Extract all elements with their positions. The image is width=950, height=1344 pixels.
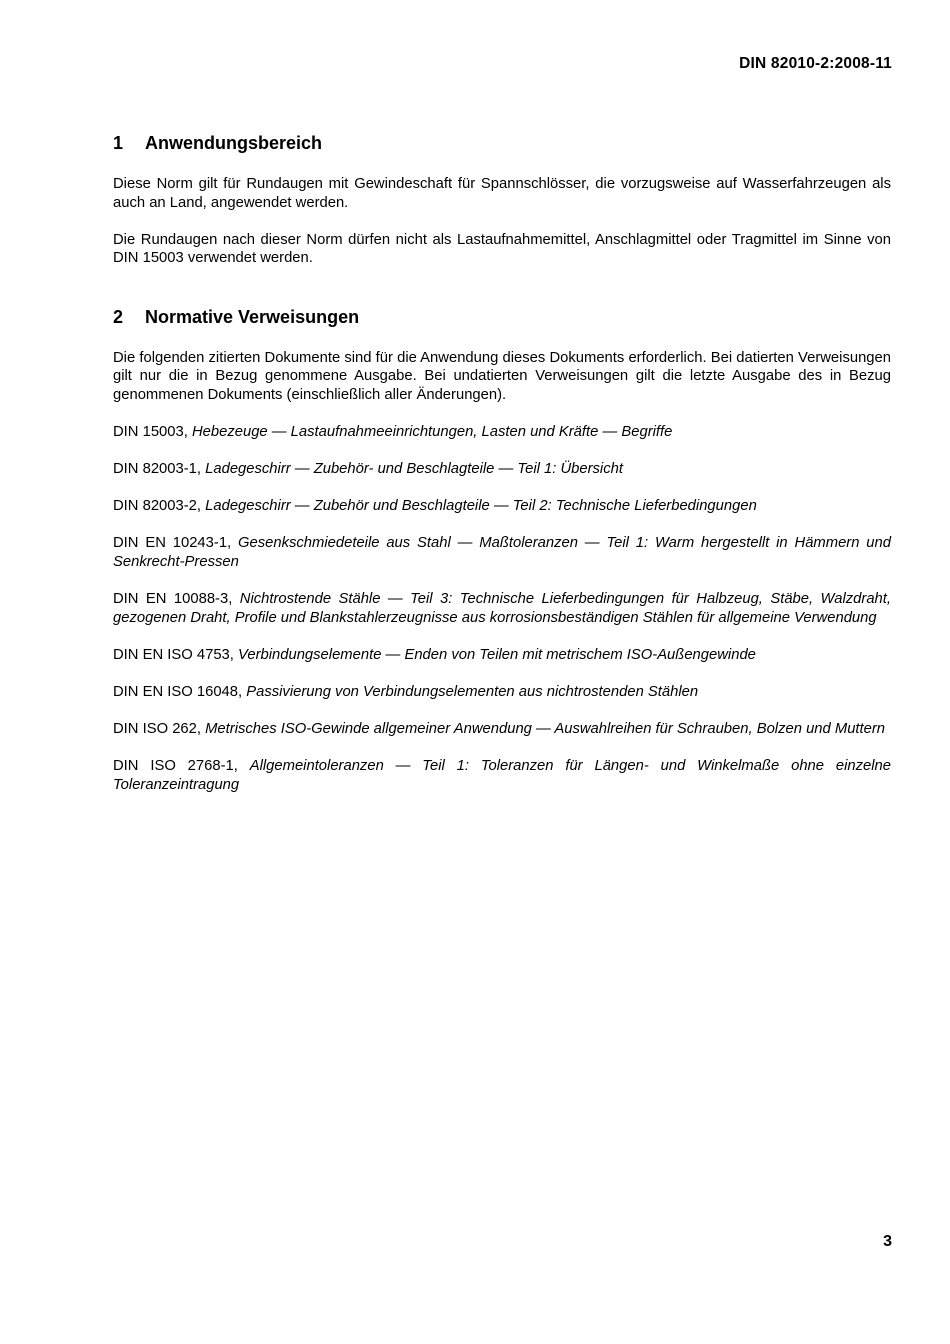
reference-title: Nichtrostende Stähle — Teil 3: Technische Lieferbedingungen für Halbzeug, Stäbe, Walzdraht, gezogenen Draht, Profile und Blankstahlerzeugnisse aus korrosionsbeständigen Stählen für allgemeine Verwendung: [113, 591, 892, 626]
reference-code: DIN EN 10243-1,: [113, 535, 239, 552]
reference-item: [113, 590, 891, 627]
scope-paragraph: Diese Norm gilt für Rundaugen mit Gewindeschaft für Spannschlösser, die vorzugsweise auf Wasserfahrzeugen als auch an Land, angewendet werden.: [113, 176, 891, 211]
section-heading-normative-references: [113, 305, 891, 329]
reference-code: DIN ISO 2768-1,: [113, 758, 250, 775]
reference-item: [113, 646, 891, 665]
section-heading-scope: [113, 131, 891, 155]
section-number: 2: [113, 306, 124, 327]
section-title: Anwendungsbereich: [145, 133, 323, 153]
reference-title: Ladegeschirr — Zubehör- und Beschlagteile — Teil 1: Übersicht: [205, 461, 623, 478]
section-title: Normative Verweisungen: [145, 306, 360, 327]
reference-item: [113, 720, 891, 739]
reference-code: DIN EN 10088-3,: [113, 591, 240, 608]
reference-code: DIN 82003-2,: [113, 498, 206, 515]
reference-title: Gesenkschmiedeteile aus Stahl — Maßtoleranzen — Teil 1: Warm hergestellt in Hämmern und Senkrecht-Pressen: [113, 535, 891, 571]
reference-item: [113, 423, 891, 442]
reference-code: DIN EN ISO 4753,: [113, 646, 239, 663]
reference-title: Ladegeschirr — Zubehör und Beschlagteile — Teil 2: Technische Lieferbedingungen: [205, 498, 757, 515]
document-id: DIN 82010-2:2008-11: [739, 55, 892, 72]
reference-title: Metrisches ISO-Gewinde allgemeiner Anwendung — Auswahlreihen für Schrauben, Bolzen und Muttern: [205, 721, 886, 737]
section-number: 1: [113, 133, 124, 153]
reference-title: Verbindungselemente — Enden von Teilen mit metrischem ISO-Außengewinde: [238, 646, 756, 663]
reference-item: [113, 757, 891, 794]
reference-code: DIN 15003,: [113, 424, 192, 441]
reference-title: Passivierung von Verbindungselementen aus nichtrostenden Stählen: [246, 683, 699, 700]
page-content: [113, 131, 891, 813]
reference-item: [113, 497, 891, 516]
reference-title: Hebezeuge — Lastaufnahmeeinrichtungen, Lasten und Kräfte — Begriffe: [191, 424, 673, 441]
reference-item: [113, 683, 891, 702]
references-intro: Die folgenden zitierten Dokumente sind für die Anwendung dieses Dokuments erforderlich. Bei datierten Verweisungen gilt nur die in Bezug genommene Ausgabe. Bei undatierten Verweisungen gilt die letzte Ausgabe des in Bezug genommenen Dokuments (einschließlich aller Änderungen).: [113, 349, 891, 404]
reference-code: DIN ISO 262,: [113, 721, 206, 737]
reference-title: Allgemeintoleranzen — Teil 1: Toleranzen für Längen- und Winkelmaße ohne einzelne Toleranzeintragung: [113, 758, 891, 793]
page-number: 3: [883, 1233, 892, 1250]
reference-code: DIN 82003-1,: [113, 461, 206, 478]
reference-code: DIN EN ISO 16048,: [113, 683, 247, 700]
reference-item: [113, 534, 891, 571]
reference-item: [113, 460, 891, 479]
scope-paragraph: Die Rundaugen nach dieser Norm dürfen nicht als Lastaufnahmemittel, Anschlagmittel oder Tragmittel im Sinne von DIN 15003 verwendet werden.: [113, 231, 891, 267]
